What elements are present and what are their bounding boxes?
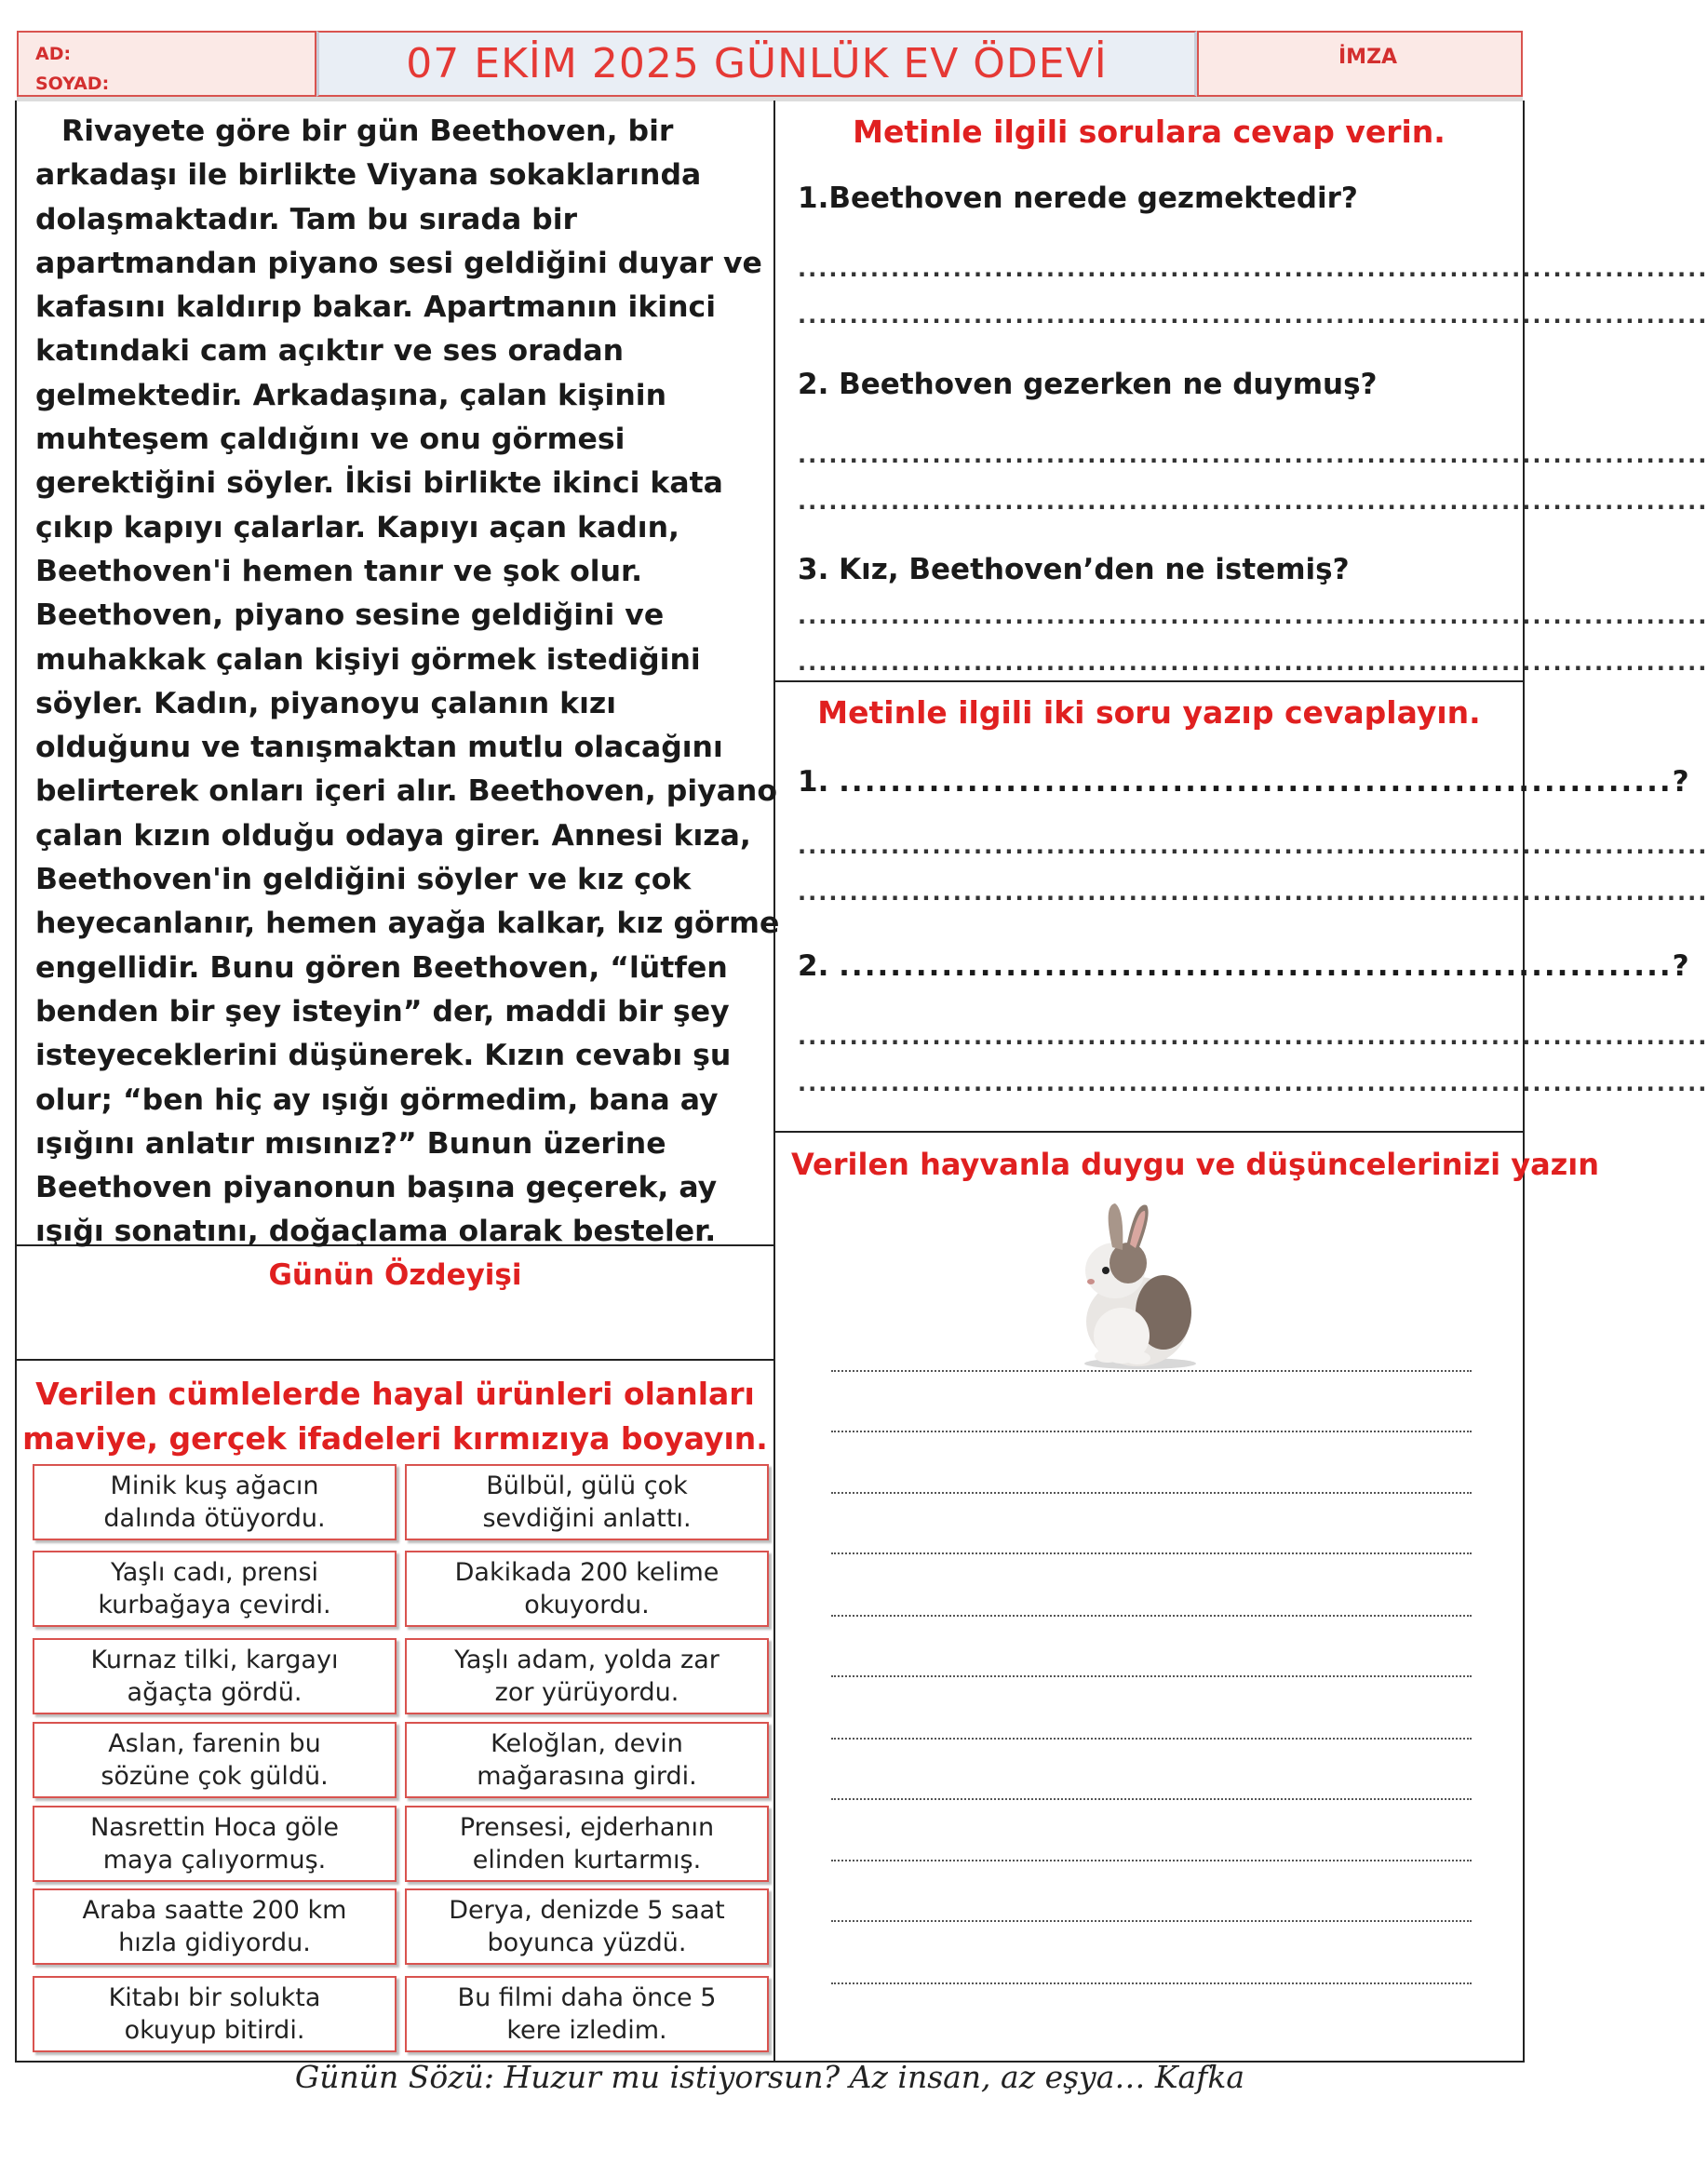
sentence-card[interactable] [405, 1806, 769, 1882]
sentence-line: Derya, denizde 5 saat [449, 1896, 725, 1925]
surname-label: SOYAD: [35, 74, 110, 94]
answer-line[interactable]: ........................................................................................ [798, 833, 1708, 859]
story-text: Rivayete göre bir gün Beethoven, bir arkadaşı ile birlikte Viyana sokaklarında dolaşmaktadır. Tam bu sırada bir apartmandan piyano sesi geldiğini duyar ve kafasını kaldırıp bakar. Apartmanın ikinci katındaki cam açıktır ve ses oradan gelmektedir. Arkadaşına, çalan kişinin muhteşem çaldığını ve onu görmesi gerektiğini söyler. İkisi birlikte ikinci kata çıkıp kapıyı çalarlar. Kapıyı açan kadın, Beethoven'i hemen tanır ve şok olur. Beethoven, piyano sesine geldiğini ve muhakkak çalan kişiyi görmek istediğini söyler. Kadın, piyanoyu çalanın kızı olduğunu ve tanışmaktan mutlu olacağını belirterek onları içeri alır. Beethoven, piyano çalan kızın olduğu odaya girer. Annesi kıza, Beethoven'in geldiğini söyler ve kız çok heyecanlanır, hemen ayağa kalkar, kız görme engellidir. Bunu gören Beethoven, “lütfen benden bir şey isteyin” der, maddi bir şey isteyeceklerini düşünerek. Kızın cevabı şu olur; “ben hiç ay ışığı görmedim, bana ay ışığını anlatır mısınız?” Bunun üzerine Beethoven piyanonun başına geçerek, ay ışığı sonatını, doğaçlama olarak besteler. [35, 114, 780, 1249]
sentence-line: okuyordu. [524, 1591, 650, 1619]
sentence-line: Keloğlan, devin [491, 1729, 683, 1758]
answer-line[interactable]: ........................................................................................ [798, 1024, 1708, 1050]
name-surname-box [17, 31, 316, 97]
sentence-line: kere izledim. [506, 2016, 667, 2045]
answer-line[interactable]: ........................................................................................ [798, 489, 1708, 515]
answer-line[interactable]: ........................................................................................ [798, 302, 1708, 329]
signature-box [1197, 31, 1523, 97]
sentence-line: Bülbül, gülü çok [486, 1471, 688, 1500]
sentence-line: Kurnaz tilki, kargayı [90, 1646, 339, 1674]
sentence-text [482, 1470, 691, 1535]
motto-bottom-line [15, 1359, 775, 1361]
writing-line[interactable] [831, 1675, 1472, 1677]
header-shadow [17, 97, 1523, 101]
own-questions-heading: Metinle ilgili iki soru yazıp cevaplayın. [817, 694, 1481, 731]
sentence-text [101, 1727, 328, 1793]
sentence-text [458, 1982, 717, 2047]
sentence-card[interactable] [33, 1638, 397, 1714]
sentence-text [460, 1811, 714, 1876]
questions-bottom-line [773, 680, 1525, 682]
sentence-text [103, 1470, 325, 1535]
writing-line[interactable] [831, 1738, 1472, 1740]
sentence-line: hızla gidiyordu. [118, 1928, 311, 1957]
sentence-line: dalında ötüyordu. [103, 1504, 326, 1533]
sentence-line: Yaşlı cadı, prensi [110, 1558, 319, 1587]
signature-label: İMZA [1338, 46, 1398, 69]
left-border [15, 101, 17, 2063]
animal-heading: Verilen hayvanla duygu ve düşüncelerinizi yazın [791, 1147, 1600, 1182]
answer-line[interactable]: ........................................................................................ [798, 1070, 1708, 1096]
sentence-text [449, 1894, 725, 1959]
questions-heading: Metinle ilgili sorulara cevap verin. [853, 114, 1446, 150]
sentence-line: Dakikada 200 kelime [454, 1558, 720, 1587]
answer-line[interactable]: ........................................................................................ [798, 603, 1708, 629]
writing-line[interactable] [831, 1615, 1472, 1617]
sentence-card[interactable] [33, 1551, 397, 1627]
sentence-line: Yaşlı adam, yolda zar [454, 1646, 720, 1674]
sentence-line: Prensesi, ejderhanın [459, 1813, 715, 1842]
sentence-line: Aslan, farenin bu [108, 1729, 321, 1758]
sentence-text [98, 1556, 330, 1621]
writing-line[interactable] [831, 1492, 1472, 1494]
sentence-text [91, 1644, 339, 1709]
writing-line[interactable] [831, 1370, 1472, 1372]
sentence-text [477, 1727, 696, 1793]
own-question-1[interactable]: 1. .................................................................? [798, 765, 1689, 799]
sentence-line: elinden kurtarmış. [472, 1846, 702, 1875]
page-title: 07 EKİM 2025 GÜNLÜK EV ÖDEVİ [406, 40, 1108, 87]
sentence-line: okuyup bitirdi. [124, 2016, 305, 2045]
sentence-line: maya çalıyormuş. [102, 1846, 327, 1875]
sentence-card[interactable] [405, 1976, 769, 2052]
sentence-card[interactable] [33, 1976, 397, 2052]
name-label: AD: [35, 44, 72, 64]
sentence-line: zor yürüyordu. [494, 1678, 679, 1707]
writing-line[interactable] [831, 1860, 1472, 1861]
writing-line[interactable] [831, 1982, 1472, 1984]
sentence-line: kurbağaya çevirdi. [98, 1591, 331, 1619]
sentence-text [454, 1644, 720, 1709]
sentence-line: Nasrettin Hoca göle [90, 1813, 339, 1842]
sentence-card[interactable] [33, 1888, 397, 1965]
coloring-heading-line2: maviye, gerçek ifadeleri kırmızıya boyayın. [22, 1420, 768, 1457]
motto-heading: Günün Özdeyişi [268, 1258, 522, 1292]
sentence-card[interactable] [33, 1806, 397, 1882]
sentence-line: Minik kuş ağacın [110, 1471, 319, 1500]
sentence-line: ağaçta gördü. [127, 1678, 303, 1707]
sentence-text [83, 1894, 347, 1959]
sentence-text [455, 1556, 720, 1621]
own-question-2[interactable]: 2. .................................................................? [798, 949, 1689, 983]
sentence-line: Kitabı bir solukta [108, 1983, 321, 2012]
answer-line[interactable]: ........................................................................................ [798, 880, 1708, 906]
own-questions-bottom-line [773, 1131, 1525, 1133]
sentence-card[interactable] [405, 1551, 769, 1627]
sentence-line: boyunca yüzdü. [487, 1928, 687, 1957]
writing-line[interactable] [831, 1798, 1472, 1800]
sentence-line: sevdiğini anlattı. [482, 1504, 692, 1533]
coloring-heading [15, 1372, 775, 1461]
sentence-line: Bu filmi daha önce 5 [457, 1983, 717, 2012]
question-1: 1.Beethoven nerede gezmektedir? [798, 181, 1358, 215]
answer-line[interactable]: ........................................................................................ [798, 650, 1708, 676]
sentence-card[interactable] [33, 1722, 397, 1798]
sentence-card[interactable] [405, 1888, 769, 1965]
sentence-card[interactable] [405, 1638, 769, 1714]
sentence-line: Araba saatte 200 km [82, 1896, 347, 1925]
title-box [316, 31, 1197, 97]
answer-line[interactable]: ........................................................................................ [798, 442, 1708, 468]
answer-line[interactable]: ........................................................................................ [798, 256, 1708, 282]
sentence-card[interactable] [405, 1722, 769, 1798]
sentence-text [109, 1982, 321, 2047]
question-3: 3. Kız, Beethoven’den ne istemiş? [798, 553, 1350, 586]
sentence-line: sözüne çok güldü. [101, 1762, 329, 1791]
question-2: 2. Beethoven gezerken ne duymuş? [798, 368, 1378, 401]
writing-line[interactable] [831, 1552, 1472, 1554]
writing-line[interactable] [831, 1431, 1472, 1432]
sentence-line: mağarasına girdi. [477, 1762, 697, 1791]
footer-quote: Günün Sözü: Huzur mu istiyorsun? Az insan, az eşya… Kafka [294, 2059, 1245, 2095]
rabbit-icon [1070, 1196, 1210, 1373]
sentence-card[interactable] [33, 1464, 397, 1540]
writing-line[interactable] [831, 1920, 1472, 1922]
coloring-heading-line1: Verilen cümlelerde hayal ürünleri olanları [35, 1376, 755, 1412]
sentence-text [90, 1811, 339, 1876]
sentence-card[interactable] [405, 1464, 769, 1540]
